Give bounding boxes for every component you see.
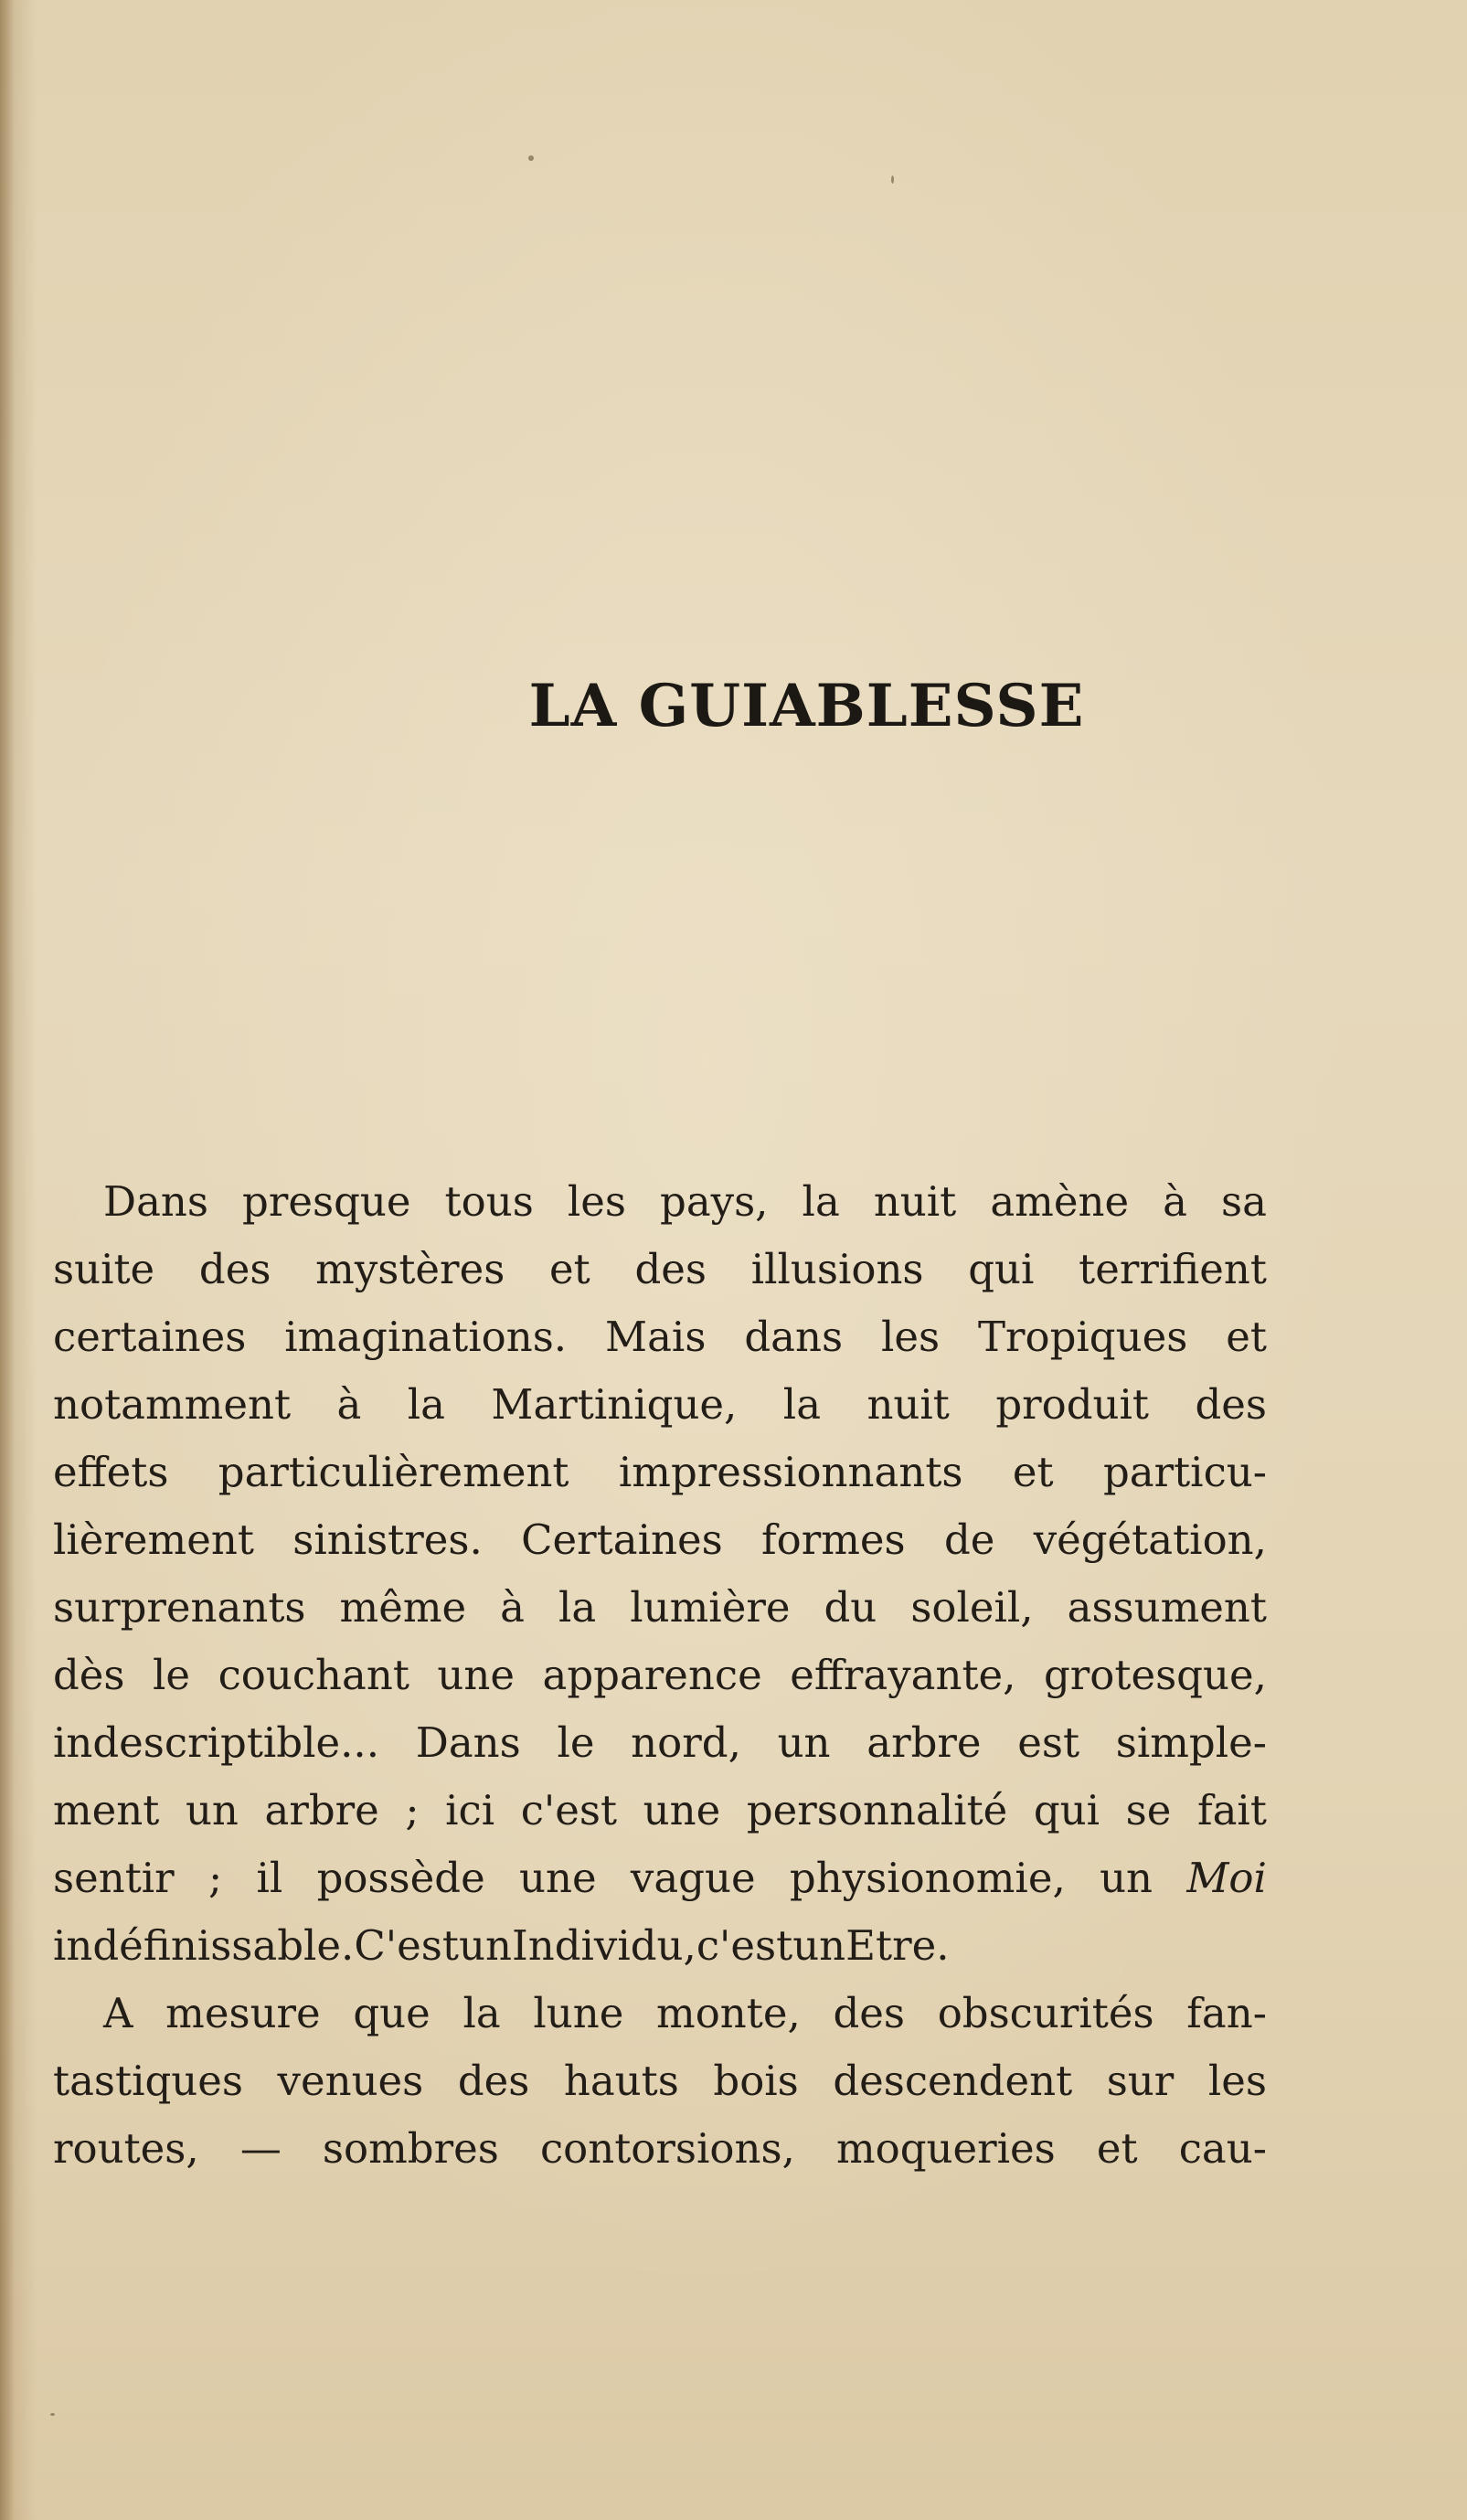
word: une [437, 1651, 516, 1699]
word: effets [53, 1448, 169, 1496]
paper-speck [891, 175, 894, 184]
text-line [53, 1845, 1267, 1912]
word: dans [744, 1313, 844, 1361]
word: la [407, 1380, 445, 1429]
word: couchant [218, 1651, 409, 1699]
word: venues [277, 2057, 424, 2105]
text-line [53, 1303, 1267, 1371]
text-line [53, 1574, 1267, 1642]
paragraph-2 [53, 1980, 1267, 2183]
word: presque [242, 1177, 411, 1226]
text-line [53, 1506, 1267, 1574]
word: terrifient [1079, 1245, 1267, 1293]
word: mesure [165, 1989, 321, 2037]
word: à [1163, 1177, 1187, 1226]
word: et [1226, 1313, 1267, 1361]
word: personnalité [746, 1786, 1008, 1834]
word: possède [316, 1854, 485, 1902]
text-line [53, 1439, 1267, 1506]
body-text [53, 1168, 1267, 2183]
word: dès [53, 1651, 125, 1699]
word: des [833, 1989, 906, 2037]
word: lumière [630, 1583, 791, 1632]
word: Individu, [511, 1921, 696, 1970]
word: des [634, 1245, 707, 1293]
word: produit [995, 1380, 1150, 1429]
word: qui [1033, 1786, 1100, 1834]
word: de [943, 1515, 995, 1564]
word: il [256, 1854, 283, 1902]
word: le [153, 1651, 191, 1699]
word: ici [445, 1786, 495, 1834]
word: indéfinissable. [53, 1921, 355, 1970]
word: du [824, 1583, 877, 1632]
word: Tropiques [977, 1313, 1188, 1361]
word: monte, [656, 1989, 801, 2037]
word: des [457, 2057, 530, 2105]
word: les [567, 1177, 626, 1226]
word: suite [53, 1245, 155, 1293]
word: nuit [866, 1380, 950, 1429]
word: vague [630, 1854, 756, 1902]
word: un [1100, 1854, 1153, 1902]
word: c'est [520, 1786, 618, 1834]
word: nuit [873, 1177, 957, 1226]
word: qui [968, 1245, 1035, 1293]
text-line [53, 1168, 1267, 1236]
paragraph-1 [53, 1168, 1267, 1980]
word: des [1195, 1380, 1267, 1429]
word: un [777, 1718, 831, 1767]
word: une [519, 1854, 597, 1902]
word: sinistres. [292, 1515, 483, 1564]
word: obscurités [937, 1989, 1154, 2037]
word: surprenants [53, 1583, 306, 1632]
word: un [458, 1921, 512, 1970]
word: descendent [833, 2057, 1073, 2105]
word: sentir [53, 1854, 175, 1902]
word: est [1017, 1718, 1080, 1767]
text-line [53, 1236, 1267, 1303]
word: contorsions, [539, 2124, 795, 2173]
word: les [880, 1313, 941, 1361]
word: même [339, 1583, 467, 1632]
word: indescriptible... [53, 1718, 380, 1767]
word: grotesque, [1043, 1651, 1267, 1699]
word: fan- [1186, 1989, 1267, 2037]
word: un [185, 1786, 239, 1834]
word: Martinique, [491, 1380, 738, 1429]
word: ; [405, 1786, 420, 1834]
word: bois [713, 2057, 799, 2105]
word: lune [533, 1989, 624, 2037]
word: Dans [103, 1177, 208, 1226]
page-spine-edge [0, 0, 15, 2520]
word: un [792, 1921, 846, 1970]
word: le [557, 1718, 595, 1767]
word: la [782, 1380, 822, 1429]
word: certaines [53, 1313, 247, 1361]
text-line [53, 1642, 1267, 1709]
word: fait [1196, 1786, 1267, 1834]
word: notamment [53, 1380, 292, 1429]
paper-speck [528, 155, 534, 161]
text-line [53, 2047, 1267, 2115]
word: Mais [605, 1313, 707, 1361]
paper-speck [50, 2413, 55, 2416]
text-line [53, 1371, 1267, 1439]
word: Certaines [521, 1515, 723, 1564]
text-line [53, 1777, 1267, 1845]
word: cau- [1178, 2124, 1267, 2173]
word: formes [761, 1515, 906, 1564]
word: tastiques [53, 2057, 243, 2105]
word: physionomie, [789, 1854, 1066, 1902]
word: des [198, 1245, 271, 1293]
word: imaginations. [284, 1313, 568, 1361]
word: arbre [264, 1786, 379, 1834]
text-line [53, 1709, 1267, 1777]
word: mystères [315, 1245, 505, 1293]
word: particulièrement [218, 1448, 569, 1496]
text-line [53, 1912, 1267, 1980]
word: arbre [866, 1718, 982, 1767]
word: ment [53, 1786, 160, 1834]
word: soleil, [910, 1583, 1034, 1632]
word: et [1012, 1448, 1054, 1496]
word: à [500, 1583, 525, 1632]
word: se [1125, 1786, 1172, 1834]
chapter-title: LA GUIABLESSE [528, 672, 1085, 740]
word: amène [990, 1177, 1130, 1226]
word: Dans [415, 1718, 521, 1767]
word: les [1207, 2057, 1267, 2105]
word: à [336, 1380, 362, 1429]
word: tous [444, 1177, 534, 1226]
word: ; [208, 1854, 223, 1902]
word: particu- [1102, 1448, 1267, 1496]
word: — [239, 2124, 282, 2173]
word: assument [1067, 1583, 1267, 1632]
word: C'est [354, 1921, 459, 1970]
word: Moi [1186, 1854, 1267, 1902]
word: et [549, 1245, 590, 1293]
word: que [353, 1989, 431, 2037]
word: Etre. [845, 1921, 950, 1970]
text-line [53, 2115, 1267, 2183]
word: routes, [53, 2124, 199, 2173]
word: végétation, [1033, 1515, 1267, 1564]
word: effrayante, [790, 1651, 1016, 1699]
word: simple- [1115, 1718, 1267, 1767]
word: sur [1106, 2057, 1175, 2105]
word: hauts [563, 2057, 679, 2105]
word: impressionnants [618, 1448, 963, 1496]
word: pays, [660, 1177, 769, 1226]
word: apparence [542, 1651, 762, 1699]
word: et [1096, 2124, 1138, 2173]
word: la [558, 1583, 597, 1632]
word: sombres [322, 2124, 499, 2173]
word: la [802, 1177, 840, 1226]
word: lièrement [53, 1515, 254, 1564]
word: c'est [696, 1921, 793, 1970]
word: sa [1221, 1177, 1267, 1226]
word: la [462, 1989, 501, 2037]
word: A [103, 1989, 133, 2037]
text-line [53, 1980, 1267, 2047]
word: illusions [750, 1245, 924, 1293]
word: moqueries [835, 2124, 1056, 2173]
word: nord, [631, 1718, 741, 1767]
word: une [643, 1786, 721, 1834]
